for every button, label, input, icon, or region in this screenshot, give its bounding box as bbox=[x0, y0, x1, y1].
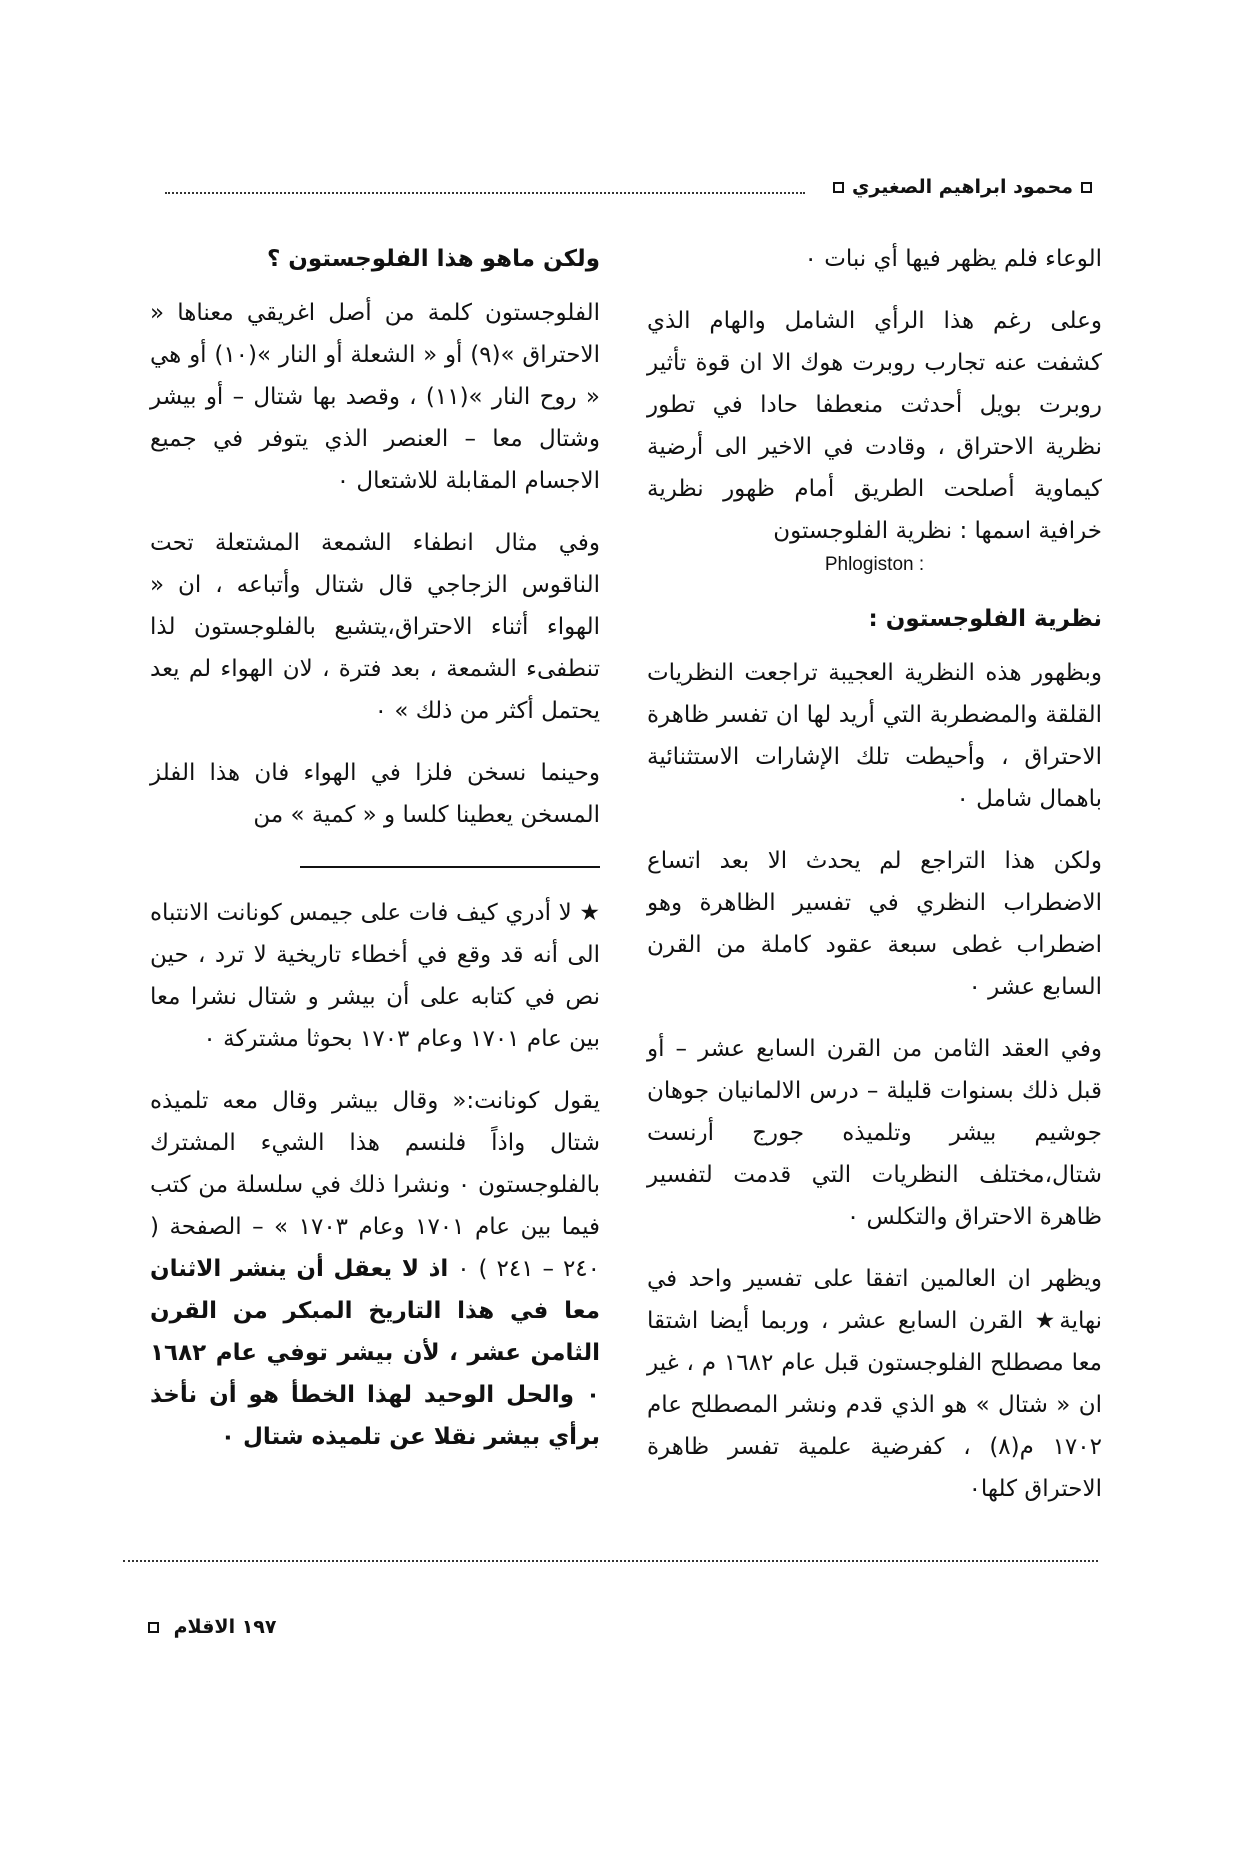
header-dotted-rule bbox=[165, 192, 805, 194]
paragraph: ولكن هذا التراجع لم يحدث الا بعد اتساع الاضطراب النظري في تفسير الظاهرة وهو اضطراب غطى سبعة عقود كاملة من القرن السابع عشر ٠ bbox=[647, 848, 1102, 1000]
left-column bbox=[150, 238, 600, 1478]
paragraph: وحينما نسخن فلزا في الهواء فان هذا الفلز المسخن يعطينا كلسا و « كمية » من bbox=[150, 760, 600, 828]
header-author: محمود ابراهيم الصغيري bbox=[825, 176, 1100, 198]
footnote: ★ لا أدري كيف فات على جيمس كونانت الانتباه الى أنه قد وقع في أخطاء تاريخية لا ترد ، حين نص في كتابه على أن بيشر و شتال نشرا معا بين عام ١٧٠١ وعام ١٧٠٣ بحوثا مشتركة ٠ bbox=[150, 900, 600, 1052]
footnote-separator bbox=[300, 866, 600, 868]
page-number: ١٩٧ bbox=[241, 1616, 277, 1638]
footnote: يقول كونانت:« وقال بيشر وقال معه تلميذه شتال واذاً فلنسم هذا الشيء المشترك بالفلوجستون ٠ ونشرا ذلك في سلسلة من كتب فيما بين عام ١٧٠١ وعام ١٧٠٣ » – الصفحة ( ٢٤٠ – ٢٤١ ) ٠ اذ لا يعقل أن ينشر الاثنان معا في هذا التاريخ المبكر من القرن الثامن عشر ، لأن بيشر توفي عام ١٦٨٢ ٠ والحل الوحيد لهذا الخطأ هو أن نأخذ برأي بيشر نقلا عن تلميذه شتال ٠ bbox=[150, 1088, 601, 1450]
paragraph: الوعاء فلم يظهر فيها أي نبات ٠ bbox=[804, 246, 1102, 272]
paragraph: وفي العقد الثامن من القرن السابع عشر – أو قبل ذلك بسنوات قليلة – درس الالمانيان جوهان جوشيم بيشر وتلميذه جورج أرنست شتال،مختلف النظريات التي قدمت لتفسير ظاهرة الاحتراق والتكلس ٠ bbox=[647, 1036, 1102, 1230]
footnotes bbox=[150, 892, 600, 1458]
magazine-name: الاقلام bbox=[173, 1616, 236, 1638]
running-header bbox=[165, 176, 1100, 206]
section-heading: نظرية الفلوجستون : bbox=[868, 606, 1102, 632]
latin-term: Phlogiston : bbox=[824, 554, 925, 575]
paragraph: الفلوجستون كلمة من أصل اغريقي معناها « الاحتراق »(٩) أو « الشعلة أو النار »(١٠) أو هي « روح النار »(١١) ، وقصد بها شتال – أو بيشر وشتال معا – العنصر الذي يتوفر في جميع الاجسام المقابلة للاشتعال ٠ bbox=[150, 300, 600, 494]
page-footer bbox=[140, 1616, 277, 1638]
paragraph: وفي مثال انطفاء الشمعة المشتعلة تحت الناقوس الزجاجي قال شتال وأتباعه ، ان « الهواء أثناء الاحتراق،يتشبع بالفلوجستون لذا تنطفىء الشمعة ، بعد فترة ، لان الهواء لم يعد يحتمل أكثر من ذلك » ٠ bbox=[150, 530, 600, 724]
paragraph: ويظهر ان العالمين اتفقا على تفسير واحد في نهاية★ القرن السابع عشر ، وربما أيضا اشتقا معا مصطلح الفلوجستون قبل عام ١٦٨٢ م ، غير ان « شتال » هو الذي قدم ونشر المصطلح عام ١٧٠٢ م(٨) ، كفرضية علمية تفسر ظاهرة الاحتراق كلها٠ bbox=[647, 1266, 1102, 1502]
paragraph: وعلى رغم هذا الرأي الشامل والهام الذي كشفت عنه تجارب روبرت هوك الا ان قوة تأثير روبرت بويل أحدثت منعطفا حادا في تطور نظرية الاحتراق ، وقادت في الاخير الى أرضية كيماوية أصلحت الطريق أمام ظهور نظرية خرافية اسمها : نظرية الفلوجستون Phlogiston : bbox=[647, 300, 1102, 578]
square-bullet-icon bbox=[833, 182, 844, 193]
square-bullet-icon bbox=[148, 1622, 159, 1633]
square-bullet-icon bbox=[1081, 182, 1092, 193]
right-column bbox=[647, 238, 1102, 1530]
paragraph: وبظهور هذه النظرية العجيبة تراجعت النظريات القلقة والمضطربة التي أريد لها ان تفسر ظاهرة الاحتراق ، وأحيطت تلك الإشارات الاستثنائية باهمال شامل ٠ bbox=[647, 660, 1102, 812]
footer-dotted-rule bbox=[123, 1560, 1098, 1562]
section-heading: ولكن ماهو هذا الفلوجستون ؟ bbox=[266, 246, 600, 272]
